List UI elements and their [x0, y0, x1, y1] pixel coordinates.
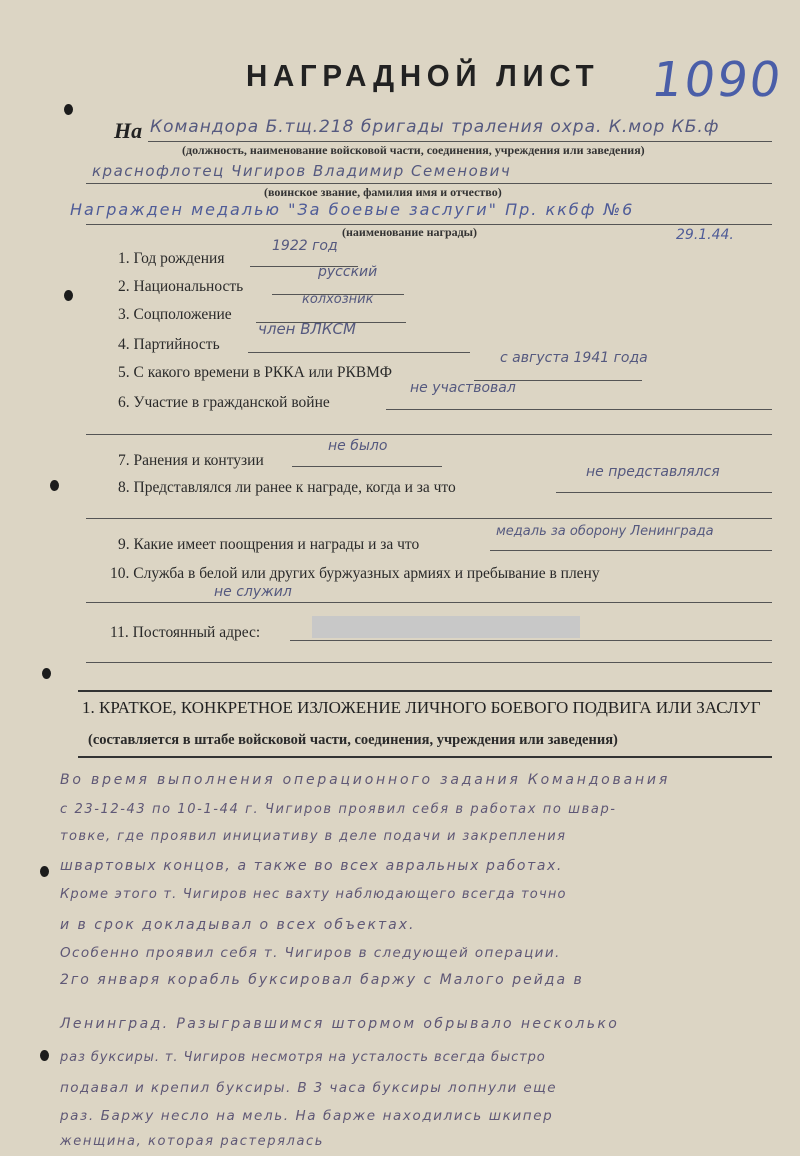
field-nationality-label: 2. Национальность [118, 278, 244, 295]
field-party-value: член ВЛКСМ [258, 320, 356, 338]
rule [148, 141, 772, 142]
field-prev-award-value: не представлялся [586, 464, 720, 480]
narrative-line: раз. Баржу несло на мель. На барже находились шкипер [60, 1108, 554, 1124]
field-social-label: 3. Соцположение [118, 306, 232, 323]
field-birth-year-label: 1. Год рождения [118, 250, 225, 267]
field-address-label: 11. Постоянный адрес: [110, 624, 261, 641]
rule [86, 518, 772, 519]
narrative-line: Кроме этого т. Чигиров нес вахту наблюдающего всегда точно [60, 887, 567, 902]
field-social-value: колхозник [302, 292, 374, 307]
award-handwriting: Награжден медалью "За боевые заслуги" Пр. ккбф №6 [70, 200, 635, 219]
narrative-line: и в срок докладывал о всех объектах. [60, 917, 416, 933]
recipient-caption: (должность, наименование войсковой части, соединения, учреждения или заведения) [182, 143, 645, 157]
redacted-address [312, 616, 580, 638]
section-title: 1. КРАТКОЕ, КОНКРЕТНОЕ ИЗЛОЖЕНИЕ ЛИЧНОГО БОЕВОГО ПОДВИГА ИЛИ ЗАСЛУГ [82, 698, 761, 717]
rule [556, 492, 772, 493]
rule [290, 640, 772, 641]
field-civil-war-label: 6. Участие в гражданской войне [118, 394, 330, 411]
field-birth-year-value: 1922 год [272, 238, 338, 254]
field-party-label: 4. Партийность [118, 336, 220, 353]
narrative-line: швартовых концов, а также во всех авральных работах. [60, 858, 563, 874]
archive-number: 1090 [648, 52, 787, 108]
rule [86, 183, 772, 184]
name-caption: (воинское звание, фамилия имя и отчество) [264, 185, 502, 199]
punch-hole [64, 290, 73, 301]
rule [386, 409, 772, 410]
field-prev-award-label: 8. Представлялся ли ранее к награде, когда и за что [118, 479, 456, 496]
field-awards-label: 9. Какие имеет поощрения и награды и за что [118, 536, 420, 553]
rule [490, 550, 772, 551]
narrative-line: Во время выполнения операционного задания Командования [60, 772, 671, 788]
narrative-line: подавал и крепил буксиры. В 3 часа буксиры лопнули еще [60, 1080, 557, 1096]
na-label: На [114, 118, 143, 143]
narrative-line: Особенно проявил себя т. Чигиров в следующей операции. [60, 945, 561, 961]
punch-hole [42, 668, 51, 679]
punch-hole [40, 866, 49, 877]
section-divider [78, 690, 772, 692]
field-wounds-value: не было [328, 438, 388, 454]
rule [292, 466, 442, 467]
recipient-handwriting: Командора Б.тщ.218 бригады траления охра. К.мор КБ.ф [150, 117, 720, 137]
narrative-line: женщина, которая растерялась [60, 1134, 325, 1149]
field-white-army-label: 10. Служба в белой или других буржуазных армиях и пребывание в плену [110, 565, 600, 582]
field-service-since-value: с августа 1941 года [500, 350, 648, 366]
punch-hole [64, 104, 73, 115]
field-wounds-label: 7. Ранения и контузии [118, 452, 264, 469]
rule [86, 434, 772, 435]
narrative-line: Ленинград. Разыгравшимся штормом обрывало несколько [60, 1016, 620, 1032]
narrative-line: с 23-12-43 по 10-1-44 г. Чигиров проявил себя в работах по швар- [60, 802, 617, 817]
section-divider [78, 756, 772, 758]
document-title: НАГРАДНОЙ ЛИСТ [246, 58, 600, 93]
rule [86, 602, 772, 603]
field-service-since-label: 5. С какого времени в РККА или РКВМФ [118, 364, 392, 381]
rule [248, 352, 470, 353]
field-civil-war-value: не участвовал [410, 380, 516, 396]
field-awards-value: медаль за оборону Ленинграда [496, 524, 714, 539]
field-white-army-value: не служил [214, 584, 292, 600]
narrative-line: товке, где проявил инициативу в деле подачи и закрепления [60, 829, 567, 844]
rule [86, 662, 772, 663]
narrative-line: раз буксиры. т. Чигиров несмотря на усталость всегда быстро [60, 1050, 546, 1065]
field-nationality-value: русский [318, 264, 378, 280]
punch-hole [40, 1050, 49, 1061]
punch-hole [50, 480, 59, 491]
name-handwriting: краснофлотец Чигиров Владимир Семенович [92, 162, 512, 180]
award-date: 29.1.44. [676, 227, 734, 243]
section-subtitle: (составляется в штабе войсковой части, соединения, учреждения или заведения) [88, 732, 618, 748]
award-caption: (наименование награды) [342, 225, 478, 239]
narrative-line: 2го января корабль буксировал баржу с Малого рейда в [60, 972, 584, 988]
